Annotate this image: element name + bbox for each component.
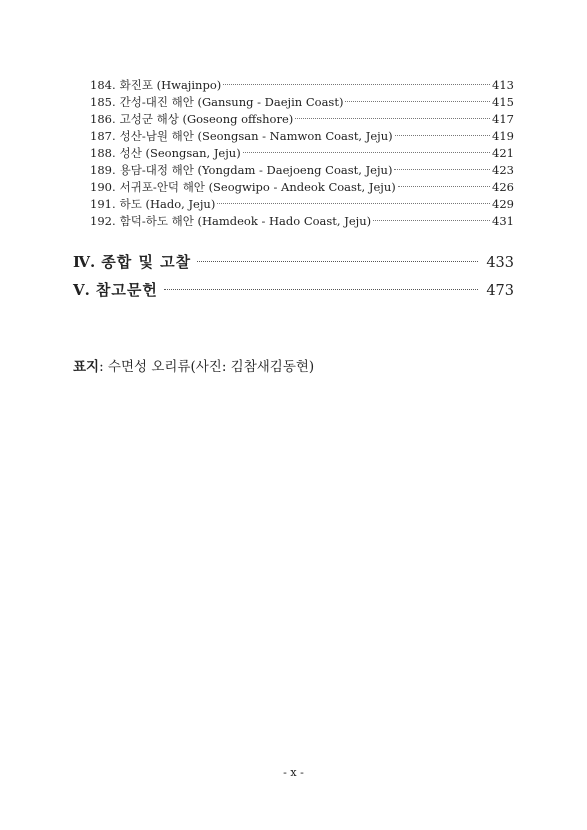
toc-chapter-list bbox=[73, 248, 514, 304]
toc-subsection-list bbox=[90, 77, 514, 230]
toc-entry-page: 415 bbox=[492, 95, 514, 109]
dot-leader bbox=[295, 118, 490, 119]
dot-leader bbox=[398, 186, 490, 187]
chapter-page: 433 bbox=[486, 255, 514, 271]
toc-entry-title: 화진포 (Hwajinpo) bbox=[119, 78, 222, 92]
toc-entry-page: 421 bbox=[492, 146, 514, 160]
toc-entry-title: 함덕-하도 해안 (Hamdeok - Hado Coast, Jeju) bbox=[119, 214, 372, 228]
toc-entry-page: 423 bbox=[492, 163, 514, 177]
dot-leader bbox=[394, 169, 490, 170]
toc-entry-number: 191. bbox=[90, 197, 116, 211]
toc-entry[interactable] bbox=[90, 213, 514, 230]
toc-entry-page: 429 bbox=[492, 197, 514, 211]
toc-entry-page: 419 bbox=[492, 129, 514, 143]
chapter-number: Ⅴ. bbox=[73, 281, 90, 299]
toc-entry-number: 187. bbox=[90, 129, 116, 143]
toc-entry-number: 185. bbox=[90, 95, 116, 109]
dot-leader bbox=[217, 203, 490, 204]
toc-entry[interactable] bbox=[90, 77, 514, 94]
dot-leader bbox=[197, 261, 478, 262]
chapter-page: 473 bbox=[486, 283, 514, 299]
toc-entry[interactable] bbox=[90, 145, 514, 162]
toc-entry-number: 188. bbox=[90, 146, 116, 160]
chapter-number: Ⅳ. bbox=[73, 253, 96, 271]
dot-leader bbox=[243, 152, 490, 153]
dot-leader bbox=[345, 101, 490, 102]
toc-entry[interactable] bbox=[90, 179, 514, 196]
toc-entry-number: 190. bbox=[90, 180, 116, 194]
dot-leader bbox=[223, 84, 490, 85]
dot-leader bbox=[164, 289, 478, 290]
toc-entry-number: 189. bbox=[90, 163, 116, 177]
toc-entry-number: 184. bbox=[90, 78, 116, 92]
toc-entry-title: 고성군 해상 (Goseong offshore) bbox=[119, 112, 294, 126]
chapter-title: 참고문헌 bbox=[95, 281, 158, 299]
dot-leader bbox=[373, 220, 490, 221]
toc-entry-number: 186. bbox=[90, 112, 116, 126]
chapter-title: 종합 및 고찰 bbox=[101, 253, 192, 271]
toc-entry-title: 하도 (Hado, Jeju) bbox=[119, 197, 216, 211]
toc-entry-number: 192. bbox=[90, 214, 116, 228]
toc-entry-page: 413 bbox=[492, 78, 514, 92]
toc-entry[interactable] bbox=[90, 94, 514, 111]
dot-leader bbox=[395, 135, 490, 136]
toc-entry-title: 성산 (Seongsan, Jeju) bbox=[119, 146, 241, 160]
toc-entry-title: 용담-대정 해안 (Yongdam - Daejoeng Coast, Jeju) bbox=[119, 163, 393, 177]
toc-entry[interactable] bbox=[90, 111, 514, 128]
cover-label: 표지 bbox=[73, 359, 100, 375]
toc-chapter-entry[interactable] bbox=[73, 248, 514, 276]
toc-entry-title: 서귀포-안덕 해안 (Seogwipo - Andeok Coast, Jeju) bbox=[119, 180, 396, 194]
page-number: - x - bbox=[283, 766, 304, 779]
toc-entry[interactable] bbox=[90, 128, 514, 145]
toc-entry-title: 성산-남원 해안 (Seongsan - Namwon Coast, Jeju) bbox=[119, 129, 393, 143]
toc-entry-page: 417 bbox=[492, 112, 514, 126]
toc-entry[interactable] bbox=[90, 196, 514, 213]
cover-photo-credit bbox=[73, 358, 314, 376]
toc-chapter-entry[interactable] bbox=[73, 276, 514, 304]
toc-entry-page: 431 bbox=[492, 214, 514, 228]
cover-caption: : 수면성 오리류(사진: 김참새김동현) bbox=[99, 359, 315, 375]
toc-entry-title: 간성-대진 해안 (Gansung - Daejin Coast) bbox=[119, 95, 344, 109]
toc-entry[interactable] bbox=[90, 162, 514, 179]
toc-entry-page: 426 bbox=[492, 180, 514, 194]
